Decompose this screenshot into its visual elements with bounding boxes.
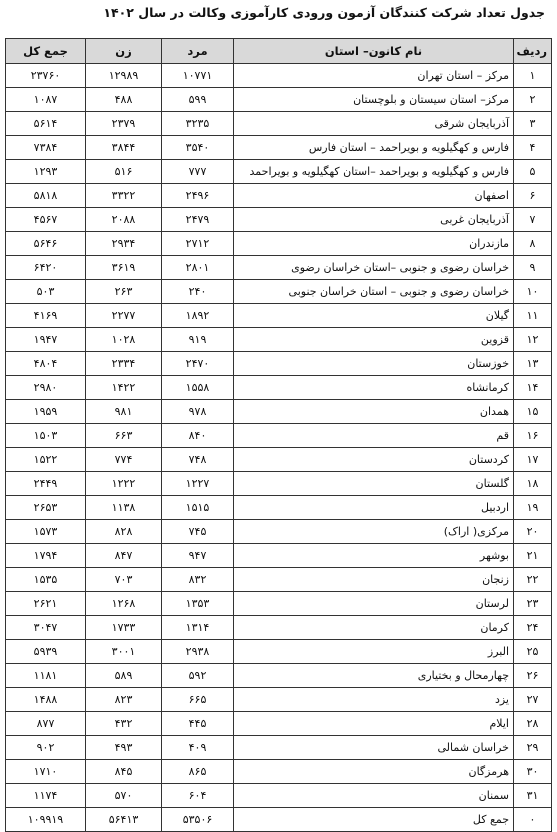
total-cell: ۱۰۸۷	[6, 88, 86, 112]
male-cell: ۴۰۹	[162, 736, 234, 760]
name-cell: کرمان	[234, 616, 514, 640]
table-title: جدول تعداد شرکت کنندگان آزمون ورودی کارآموزی وکالت در سال ۱۴۰۲	[103, 5, 545, 20]
male-cell: ۲۷۱۲	[162, 232, 234, 256]
male-cell: ۲۸۰۱	[162, 256, 234, 280]
name-cell: سمنان	[234, 784, 514, 808]
header-total: جمع کل	[6, 39, 86, 64]
male-cell: ۱۲۲۷	[162, 472, 234, 496]
name-cell: همدان	[234, 400, 514, 424]
table-row	[6, 352, 552, 376]
table-row	[6, 400, 552, 424]
name-cell: چهارمحال و بختیاری	[234, 664, 514, 688]
table-header-row	[6, 39, 552, 64]
total-cell: ۴۱۶۹	[6, 304, 86, 328]
male-cell: ۲۴۹۶	[162, 184, 234, 208]
male-cell: ۱۰۷۷۱	[162, 64, 234, 88]
name-cell: فارس و کهگیلویه و بویراحمد – استان فارس	[234, 136, 514, 160]
male-cell: ۱۸۹۲	[162, 304, 234, 328]
male-cell: ۶۰۴	[162, 784, 234, 808]
male-cell: ۲۴۰	[162, 280, 234, 304]
name-cell: جمع کل	[234, 808, 514, 832]
table-row	[6, 736, 552, 760]
name-cell: قزوین	[234, 328, 514, 352]
name-cell: آذربایجان غربی	[234, 208, 514, 232]
male-cell: ۷۷۷	[162, 160, 234, 184]
female-cell: ۵۸۹	[86, 664, 162, 688]
female-cell: ۱۲۶۸	[86, 592, 162, 616]
total-cell: ۱۲۹۳	[6, 160, 86, 184]
male-cell: ۲۹۳۸	[162, 640, 234, 664]
total-cell: ۶۴۲۰	[6, 256, 86, 280]
male-cell: ۵۹۲	[162, 664, 234, 688]
table-row	[6, 808, 552, 832]
total-cell: ۴۸۰۴	[6, 352, 86, 376]
table-row	[6, 208, 552, 232]
male-cell: ۷۴۸	[162, 448, 234, 472]
name-cell: مرکزی( اراک)	[234, 520, 514, 544]
total-cell: ۲۹۸۰	[6, 376, 86, 400]
name-cell: اردبیل	[234, 496, 514, 520]
total-cell: ۲۶۲۱	[6, 592, 86, 616]
female-cell: ۳۳۲۲	[86, 184, 162, 208]
male-cell: ۵۹۹	[162, 88, 234, 112]
name-cell: فارس و کهگیلویه و بویراحمد –استان کهگیلویه و بویراحمد	[234, 160, 514, 184]
total-cell: ۵۰۳	[6, 280, 86, 304]
total-cell: ۷۳۸۴	[6, 136, 86, 160]
header-name: نام کانون– استان	[234, 39, 514, 64]
name-cell: البرز	[234, 640, 514, 664]
total-cell: ۲۶۵۳	[6, 496, 86, 520]
female-cell: ۵۶۴۱۳	[86, 808, 162, 832]
female-cell: ۳۶۱۹	[86, 256, 162, 280]
total-cell: ۱۱۸۱	[6, 664, 86, 688]
male-cell: ۴۴۵	[162, 712, 234, 736]
name-cell: مازندران	[234, 232, 514, 256]
row-number-cell: ۱۰	[514, 280, 552, 304]
table-row	[6, 136, 552, 160]
name-cell: آذربایجان شرقی	[234, 112, 514, 136]
row-number-cell: ۲۸	[514, 712, 552, 736]
name-cell: گلستان	[234, 472, 514, 496]
female-cell: ۸۴۷	[86, 544, 162, 568]
male-cell: ۲۴۷۰	[162, 352, 234, 376]
total-cell: ۱۷۹۴	[6, 544, 86, 568]
table-body	[6, 64, 552, 832]
female-cell: ۲۳۳۴	[86, 352, 162, 376]
female-cell: ۱۴۲۲	[86, 376, 162, 400]
row-number-cell: ۲۹	[514, 736, 552, 760]
female-cell: ۱۲۲۲	[86, 472, 162, 496]
table-row	[6, 448, 552, 472]
table-row	[6, 256, 552, 280]
row-number-cell: ۲۶	[514, 664, 552, 688]
table-row	[6, 232, 552, 256]
total-cell: ۱۰۹۹۱۹	[6, 808, 86, 832]
female-cell: ۳۸۴۴	[86, 136, 162, 160]
table-row	[6, 184, 552, 208]
name-cell: یزد	[234, 688, 514, 712]
table-row	[6, 376, 552, 400]
table-row	[6, 112, 552, 136]
name-cell: مرکز– استان سیستان و بلوچستان	[234, 88, 514, 112]
row-number-cell: ۱۱	[514, 304, 552, 328]
total-cell: ۱۵۰۳	[6, 424, 86, 448]
female-cell: ۷۰۳	[86, 568, 162, 592]
row-number-cell: ۲۴	[514, 616, 552, 640]
table-row	[6, 616, 552, 640]
row-number-cell: ۱۸	[514, 472, 552, 496]
total-cell: ۴۵۶۷	[6, 208, 86, 232]
total-cell: ۱۷۱۰	[6, 760, 86, 784]
row-number-cell: ۹	[514, 256, 552, 280]
row-number-cell: ۱۷	[514, 448, 552, 472]
total-cell: ۱۴۸۸	[6, 688, 86, 712]
male-cell: ۱۵۱۵	[162, 496, 234, 520]
row-number-cell: ۲	[514, 88, 552, 112]
male-cell: ۸۶۵	[162, 760, 234, 784]
row-number-cell: ۱۶	[514, 424, 552, 448]
total-cell: ۱۹۴۷	[6, 328, 86, 352]
table-row	[6, 328, 552, 352]
row-number-cell: ۳	[514, 112, 552, 136]
male-cell: ۹۱۹	[162, 328, 234, 352]
table-row	[6, 640, 552, 664]
table-row	[6, 424, 552, 448]
table-row	[6, 592, 552, 616]
total-cell: ۱۵۳۵	[6, 568, 86, 592]
male-cell: ۱۵۵۸	[162, 376, 234, 400]
header-male: مرد	[162, 39, 234, 64]
name-cell: ایلام	[234, 712, 514, 736]
row-number-cell: ۲۰	[514, 520, 552, 544]
table-row	[6, 568, 552, 592]
female-cell: ۵۷۰	[86, 784, 162, 808]
male-cell: ۳۵۴۰	[162, 136, 234, 160]
row-number-cell: ۳۱	[514, 784, 552, 808]
male-cell: ۷۴۵	[162, 520, 234, 544]
participants-table	[5, 38, 552, 832]
female-cell: ۹۸۱	[86, 400, 162, 424]
male-cell: ۲۴۷۹	[162, 208, 234, 232]
name-cell: هرمزگان	[234, 760, 514, 784]
row-number-cell: ۱۹	[514, 496, 552, 520]
row-number-cell: ۵	[514, 160, 552, 184]
female-cell: ۲۹۳۴	[86, 232, 162, 256]
row-number-cell: ۱	[514, 64, 552, 88]
female-cell: ۲۰۸۸	[86, 208, 162, 232]
male-cell: ۸۳۲	[162, 568, 234, 592]
name-cell: لرستان	[234, 592, 514, 616]
total-cell: ۲۳۷۶۰	[6, 64, 86, 88]
row-number-cell: ۲۱	[514, 544, 552, 568]
table-row	[6, 88, 552, 112]
male-cell: ۶۶۵	[162, 688, 234, 712]
row-number-cell: ۱۲	[514, 328, 552, 352]
table-row	[6, 520, 552, 544]
name-cell: خوزستان	[234, 352, 514, 376]
table-row	[6, 64, 552, 88]
row-number-cell: ۱۴	[514, 376, 552, 400]
male-cell: ۸۴۰	[162, 424, 234, 448]
female-cell: ۴۹۳	[86, 736, 162, 760]
total-cell: ۹۰۲	[6, 736, 86, 760]
male-cell: ۹۷۸	[162, 400, 234, 424]
female-cell: ۱۲۹۸۹	[86, 64, 162, 88]
name-cell: مرکز – استان تهران	[234, 64, 514, 88]
name-cell: کرمانشاه	[234, 376, 514, 400]
table-row	[6, 664, 552, 688]
name-cell: خراسان رضوی و جنوبی –استان خراسان رضوی	[234, 256, 514, 280]
total-cell: ۸۷۷	[6, 712, 86, 736]
female-cell: ۸۲۳	[86, 688, 162, 712]
row-number-cell: ۱۵	[514, 400, 552, 424]
male-cell: ۳۲۳۵	[162, 112, 234, 136]
table-row	[6, 712, 552, 736]
row-number-cell: ۶	[514, 184, 552, 208]
female-cell: ۲۳۷۹	[86, 112, 162, 136]
name-cell: بوشهر	[234, 544, 514, 568]
total-cell: ۲۴۴۹	[6, 472, 86, 496]
female-cell: ۶۶۳	[86, 424, 162, 448]
row-number-cell: ۲۲	[514, 568, 552, 592]
female-cell: ۸۴۵	[86, 760, 162, 784]
male-cell: ۵۳۵۰۶	[162, 808, 234, 832]
male-cell: ۹۴۷	[162, 544, 234, 568]
female-cell: ۱۷۳۳	[86, 616, 162, 640]
header-row-number: ردیف	[514, 39, 552, 64]
total-cell: ۱۵۷۳	[6, 520, 86, 544]
total-cell: ۵۸۱۸	[6, 184, 86, 208]
name-cell: زنجان	[234, 568, 514, 592]
total-cell: ۳۰۴۷	[6, 616, 86, 640]
table-row	[6, 784, 552, 808]
male-cell: ۱۳۵۳	[162, 592, 234, 616]
female-cell: ۲۶۳	[86, 280, 162, 304]
name-cell: اصفهان	[234, 184, 514, 208]
name-cell: خراسان شمالی	[234, 736, 514, 760]
total-cell: ۵۶۴۶	[6, 232, 86, 256]
row-number-cell: ۲۵	[514, 640, 552, 664]
female-cell: ۱۰۲۸	[86, 328, 162, 352]
table-row	[6, 544, 552, 568]
table-row	[6, 472, 552, 496]
table-row	[6, 688, 552, 712]
female-cell: ۴۳۲	[86, 712, 162, 736]
table-row	[6, 160, 552, 184]
total-cell: ۱۵۲۲	[6, 448, 86, 472]
header-female: زن	[86, 39, 162, 64]
total-cell: ۵۶۱۴	[6, 112, 86, 136]
row-number-cell: ۳۰	[514, 760, 552, 784]
table-row	[6, 280, 552, 304]
table-row	[6, 304, 552, 328]
male-cell: ۱۳۱۴	[162, 616, 234, 640]
name-cell: خراسان رضوی و جنوبی – استان خراسان جنوبی	[234, 280, 514, 304]
name-cell: گیلان	[234, 304, 514, 328]
name-cell: کردستان	[234, 448, 514, 472]
female-cell: ۴۸۸	[86, 88, 162, 112]
row-number-cell: ۲۷	[514, 688, 552, 712]
table-row	[6, 760, 552, 784]
row-number-cell: ۱۳	[514, 352, 552, 376]
total-cell: ۱۱۷۴	[6, 784, 86, 808]
row-number-cell: ۷	[514, 208, 552, 232]
row-number-cell: ۸	[514, 232, 552, 256]
female-cell: ۱۱۳۸	[86, 496, 162, 520]
table-row	[6, 496, 552, 520]
row-number-cell: ۰	[514, 808, 552, 832]
female-cell: ۳۰۰۱	[86, 640, 162, 664]
female-cell: ۲۲۷۷	[86, 304, 162, 328]
female-cell: ۵۱۶	[86, 160, 162, 184]
total-cell: ۱۹۵۹	[6, 400, 86, 424]
row-number-cell: ۲۳	[514, 592, 552, 616]
female-cell: ۷۷۴	[86, 448, 162, 472]
name-cell: قم	[234, 424, 514, 448]
female-cell: ۸۲۸	[86, 520, 162, 544]
total-cell: ۵۹۳۹	[6, 640, 86, 664]
row-number-cell: ۴	[514, 136, 552, 160]
